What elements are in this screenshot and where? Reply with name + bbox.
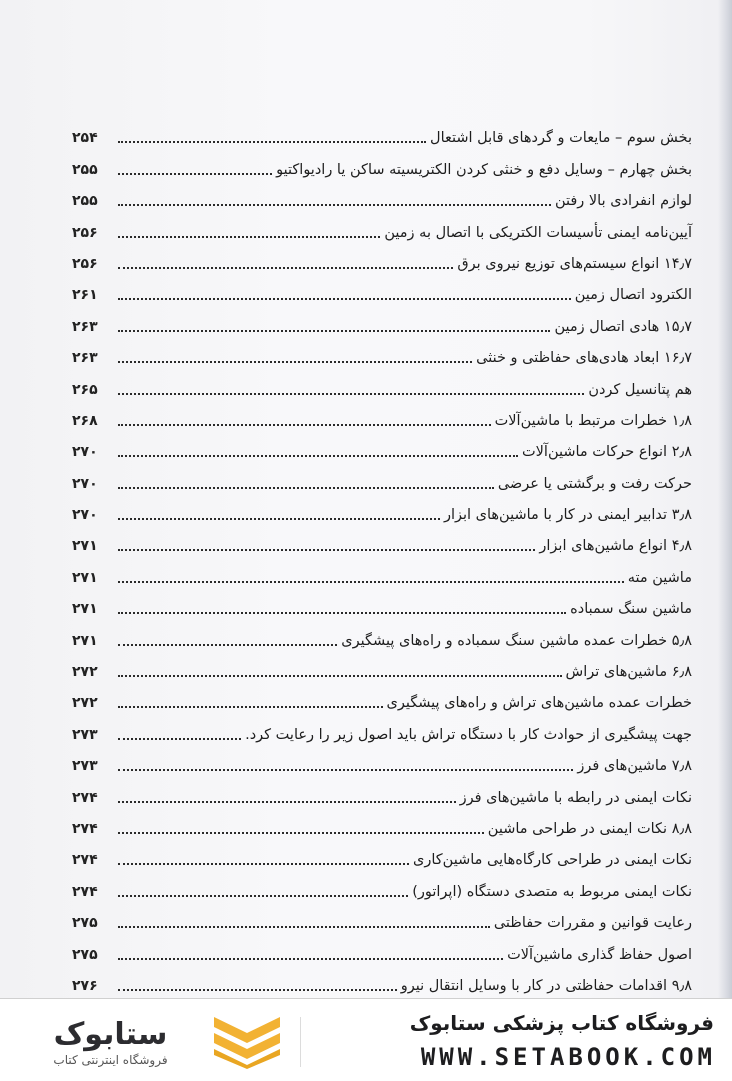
toc-page-number: ۲۷۴ [72,883,98,900]
toc-entry-title: ۲٫۸ انواع حرکات ماشین‌آلات [522,444,692,461]
toc-leader-dots [118,612,566,614]
toc-entry [72,685,692,716]
toc-entry [72,403,692,434]
toc-entry-title: ۵٫۸ خطرات عمده ماشین سنگ سمباده و راه‌های پیشگیری [341,632,692,649]
toc-entry [72,811,692,842]
toc-page-number: ۲۶۸ [72,412,98,429]
logo-subtitle: فروشگاه اینترنتی کتاب [53,1053,168,1067]
toc-leader-dots [118,958,503,960]
toc-leader-dots [118,801,456,803]
toc-page-number: ۲۵۴ [72,130,98,147]
toc-entry [72,716,692,747]
toc-entry [72,622,692,653]
toc-leader-dots [118,863,409,865]
footer-divider [300,1017,301,1067]
toc-page-number: ۲۵۶ [72,255,98,272]
toc-entry-title: ۶٫۸ ماشین‌های تراش [565,664,692,681]
toc-entry [72,905,692,936]
toc-entry-title: ۴٫۸ انواع ماشین‌های ابزار [539,538,692,555]
toc-leader-dots [118,424,491,426]
footer-banner [0,998,732,1081]
toc-leader-dots [118,675,562,677]
toc-leader-dots [118,549,535,551]
toc-entry-title: ۸٫۸ نکات ایمنی در طراحی ماشین [487,820,692,837]
toc-page-number: ۲۷۴ [72,789,98,806]
setabook-logo[interactable] [18,1013,288,1069]
toc-page-number: ۲۷۳ [72,726,98,743]
toc-leader-dots [118,487,494,489]
toc-entry [72,654,692,685]
toc-leader-dots [118,361,472,363]
toc-page-number: ۲۷۲ [72,695,98,712]
toc-entry-title: نکات ایمنی مربوط به متصدی دستگاه (اپراتور) [412,883,692,900]
toc-entry [72,748,692,779]
toc-page-number: ۲۷۲ [72,664,98,681]
toc-entry-title: ۱۴٫۷ انواع سیستم‌های توزیع نیروی برق [457,255,692,272]
toc-page-number: ۲۶۳ [72,350,98,367]
toc-page-number: ۲۷۵ [72,946,98,963]
toc-entry-title: ماشین مته [627,569,692,586]
toc-entry [72,968,692,998]
toc-page-number: ۲۶۳ [72,318,98,335]
toc-leader-dots [118,895,408,897]
toc-entry [72,842,692,873]
toc-page-number: ۲۷۱ [72,632,98,649]
toc-entry-title: بخش سوم – مایعات و گردهای قابل اشتعال [430,130,692,147]
toc-page-number: ۲۷۰ [72,475,98,492]
toc-page-number: ۲۷۱ [72,601,98,618]
toc-entry-title: ۳٫۸ تدابیر ایمنی در کار با ماشین‌های ابزار [443,507,692,524]
toc-entry [72,873,692,904]
toc-entry [72,308,692,339]
toc-leader-dots [118,141,426,143]
toc-page-number: ۲۵۵ [72,193,98,210]
toc-leader-dots [118,455,518,457]
toc-entry-title: هم پتانسیل کردن [588,381,692,398]
toc-entry-title: رعایت قوانین و مقررات حفاظتی [493,915,692,932]
toc-leader-dots [118,204,551,206]
toc-entry [72,465,692,496]
store-name: فروشگاه کتاب پزشکی ستابوک [409,1011,714,1035]
toc-leader-dots [118,769,573,771]
toc-page-number: ۲۷۳ [72,758,98,775]
toc-leader-dots [118,832,484,834]
toc-entry [72,559,692,590]
toc-entry-title: نکات ایمنی در طراحی کارگاه‌هایی ماشین‌کاری [413,852,692,869]
toc-page-number: ۲۶۵ [72,381,98,398]
toc-entry-title: لوازم انفرادی بالا رفتن [554,193,692,210]
toc-page-number: ۲۷۰ [72,444,98,461]
toc-entry [72,214,692,245]
toc-entry-title: اصول حفاظ گذاری ماشین‌آلات [507,946,692,963]
toc-page-number: ۲۷۴ [72,852,98,869]
toc-entry-title: خطرات عمده ماشین‌های تراش و راه‌های پیشگیری [386,695,692,712]
toc-leader-dots [118,173,272,175]
toc-entry [72,277,692,308]
toc-entry-title: ۱۶٫۷ ابعاد هادی‌های حفاظتی و خنثی [476,350,692,367]
toc-entry [72,183,692,214]
toc-page-number: ۲۶۱ [72,287,98,304]
toc-leader-dots [118,738,241,740]
toc-leader-dots [118,926,490,928]
toc-entry-title: بخش چهارم – وسایل دفع و خنثی کردن الکتریسیته ساکن یا رادیواکتیو [276,161,692,178]
toc-page-number: ۲۷۱ [72,538,98,555]
toc-leader-dots [118,706,383,708]
toc-leader-dots [118,989,397,991]
toc-entry-title: ۹٫۸ اقدامات حفاظتی در کار با وسایل انتقال نیرو [400,977,692,994]
toc-entry [72,779,692,810]
toc-entry-title: نکات ایمنی در رابطه با ماشین‌های فرز [459,789,692,806]
toc-page-number: ۲۵۵ [72,161,98,178]
toc-entry-title: ماشین سنگ سمباده [570,601,692,618]
toc-entry [72,528,692,559]
toc-page-number: ۲۷۰ [72,507,98,524]
toc-entry-title: ۷٫۸ ماشین‌های فرز [577,758,692,775]
toc-page-number: ۲۷۱ [72,569,98,586]
toc-page-number: ۲۷۵ [72,915,98,932]
toc-entry-title: الکترود اتصال زمین [574,287,692,304]
toc-entry [72,497,692,528]
toc-entry-title: ۱۵٫۷ هادی اتصال زمین [554,318,692,335]
table-of-contents [72,120,692,998]
toc-page-number: ۲۵۶ [72,224,98,241]
logo-brand-text: ستابوک [53,1017,168,1052]
toc-leader-dots [118,298,571,300]
toc-page-number: ۲۷۶ [72,977,98,994]
toc-leader-dots [118,518,440,520]
toc-entry [72,936,692,967]
toc-entry [72,340,692,371]
toc-entry-title: حرکت رفت و برگشتی یا عرضی [497,475,692,492]
toc-entry [72,434,692,465]
toc-entry-title: جهت پیشگیری از حوادث کار با دستگاه تراش باید اصول زیر را رعایت کرد. [245,726,692,743]
toc-page-number: ۲۷۴ [72,820,98,837]
toc-leader-dots [118,330,550,332]
store-url-link[interactable]: WWW.SETABOOK.COM [420,1043,716,1071]
toc-leader-dots [118,644,337,646]
toc-entry [72,246,692,277]
toc-leader-dots [118,236,380,238]
toc-leader-dots [118,267,453,269]
toc-leader-dots [118,393,584,395]
toc-entry-title: آیین‌نامه ایمنی تأسیسات الکتریکی با اتصال به زمین [384,224,692,241]
toc-entry [72,151,692,182]
toc-leader-dots [118,581,624,583]
chevron-stack-icon [208,1013,286,1069]
toc-entry [72,591,692,622]
page-edge-shadow [718,0,732,998]
toc-entry-title: ۱٫۸ خطرات مرتبط با ماشین‌آلات [494,412,692,429]
toc-entry [72,371,692,402]
toc-entry [72,120,692,151]
